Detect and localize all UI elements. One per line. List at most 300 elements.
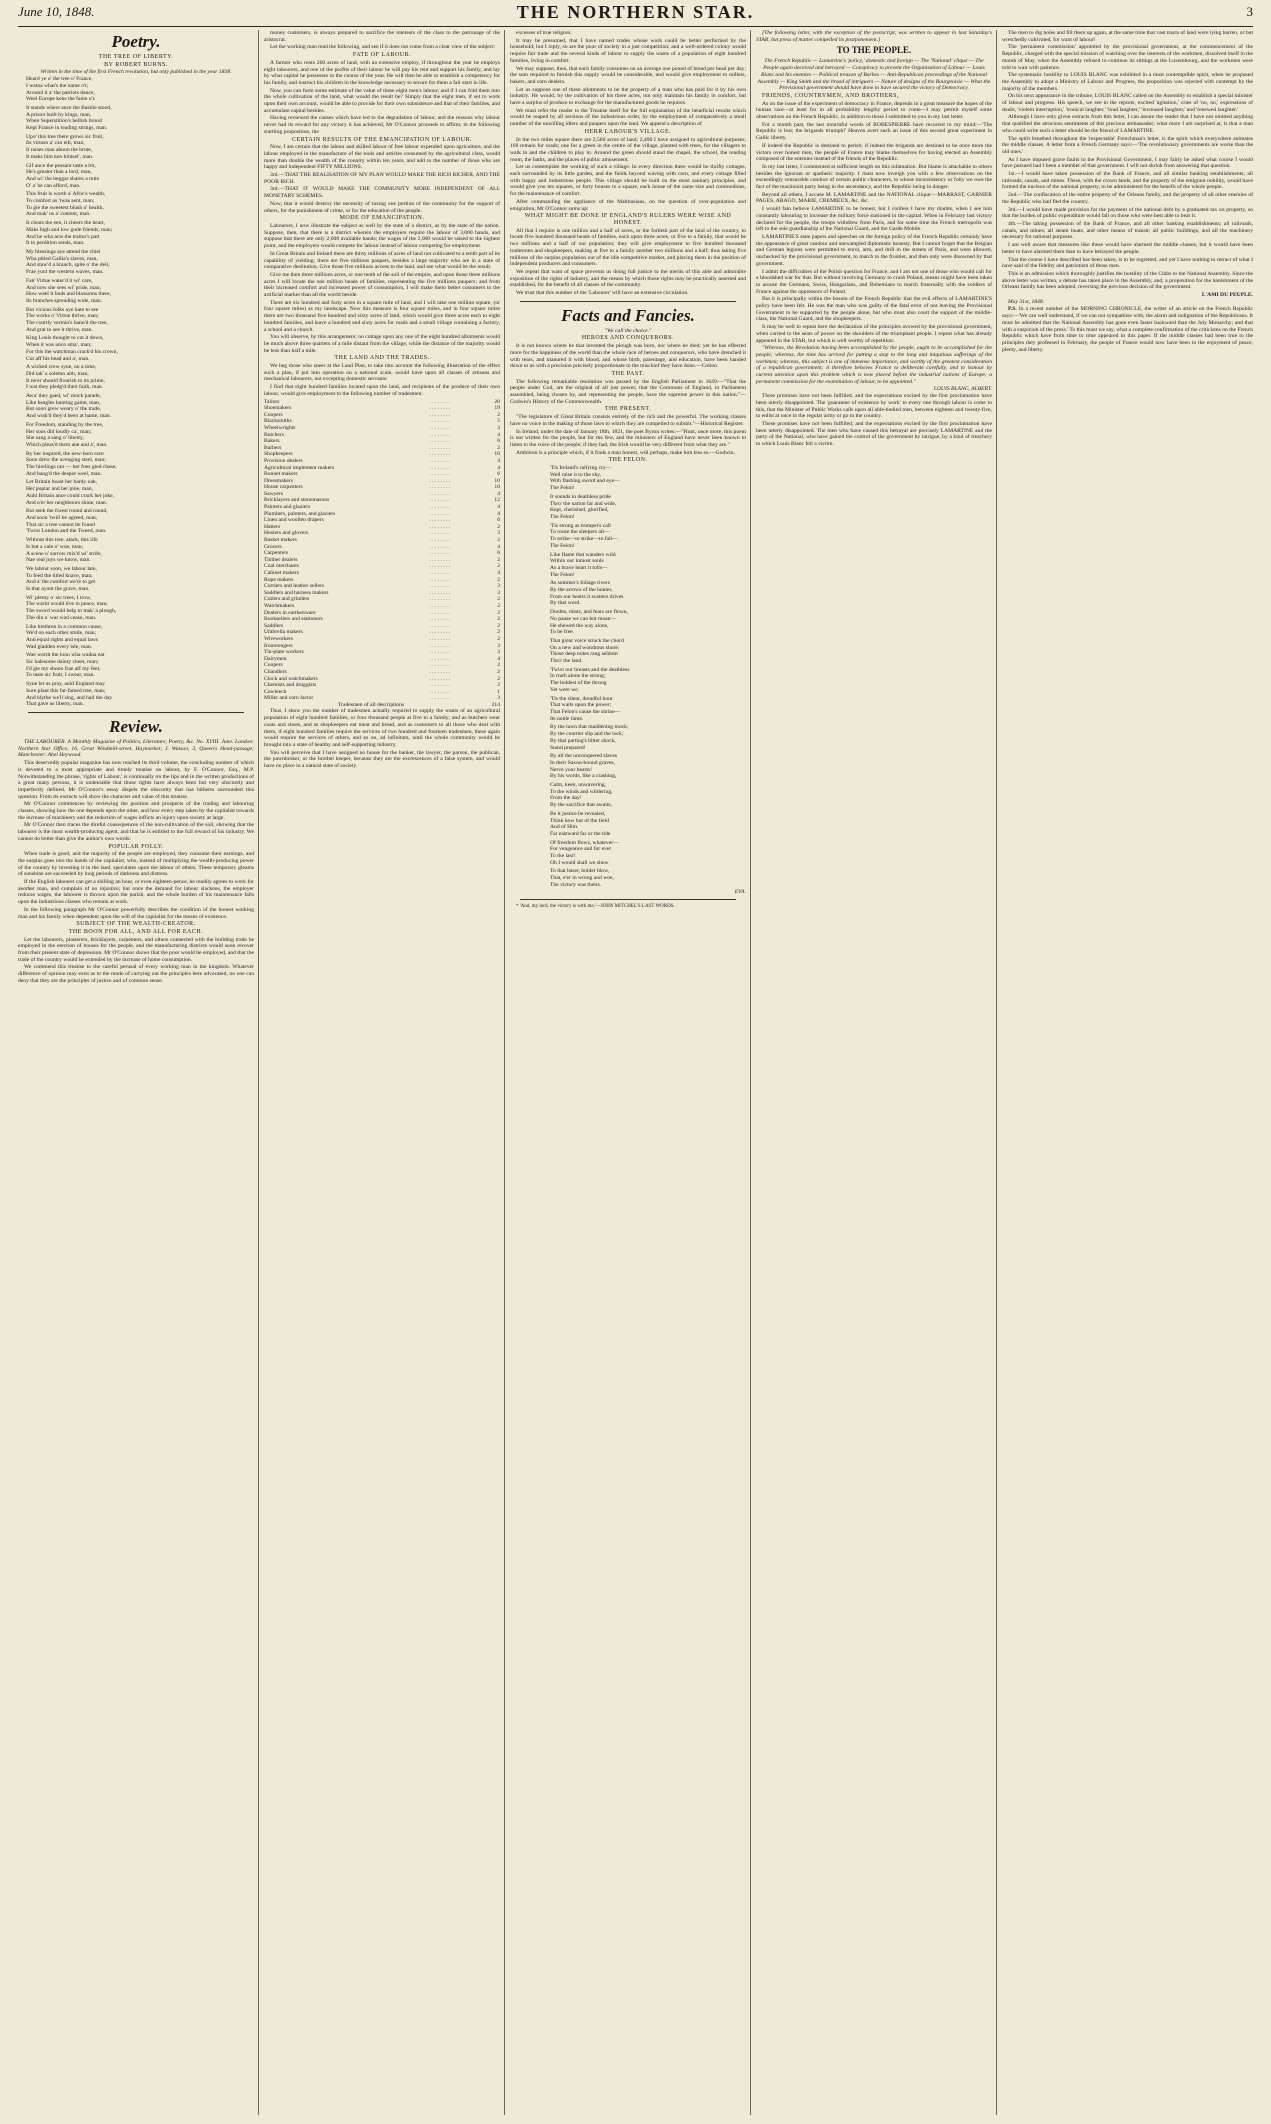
poem-line: It ne'er should flourish to its prime, [26,377,105,384]
poem-line: The boldest of the throng [550,680,607,687]
trade-name: Chemists and druggists [264,682,317,689]
postscript-text: In a recent number of the MORNING CHRONICLE, the writer of an article on the French Republic says:—'We can well understand, if we can not sympathise with, the alarm and indignation of the Republicans. It must be admitted that the National Assembly has gone even faster backward than the July Monarchy; and that with a suspicion of the press.' To this must we say, what a complete confirmation of the criticisms on the French Republic which have from time to time appeared in this paper. If the middle classes had been true to the principles they professed in February, the people of France would now have been in the enjoyment of peace, plenty, and liberty. [1002,306,1253,353]
trade-count: 4 [497,655,500,662]
leader-dots: . . . . . . . . [429,668,451,675]
trade-count: 2 [497,411,500,418]
paragraph: The systematic hostility to LOUIS BLANC was exhibited in a most contemptible spirit, when he proposed the Assembly to adopt a Ministry of Labour and Progress, the proposition was rejected with contempt by the majority of the members. [1002,72,1253,92]
trade-count: 10 [494,477,500,484]
paragraph: But it is principally within the bosom of the French Republic that the evil effects of LAMARTINE'S policy have been felt. He was the man who was guilty of the fatal error of not leaving the Provisional Government to be supported by the people alone, but who must also court the support of the middle-class, the National Guard, and the shopkeepers. [756,296,992,323]
leader-dots: . . . . . . . . [429,537,451,544]
poem-line: Heard ye o' the tree o' France, [26,76,93,83]
poem-line: On a new and wondrous shore; [550,644,620,651]
poem-line: Doubts, mists, and fears are flown, [550,609,628,616]
masthead-rule [18,26,1253,27]
paragraph: It may be presumed, that I have named trades whose work could be better performed by the household; but I reply, so are the poor of society in a just competition; and a well-ordered colony would require fair trade and the several kinds of labour to supply the wants of a population of eight hundred families, living in comfort. [510,37,746,64]
poem-line: With flashing sword and eye— [550,478,620,485]
poem-line: For Freedom, standing by the tree, [26,421,104,428]
column-1 [18,30,254,2115]
leader-dots: . . . . . . . . [429,411,451,418]
poem-line: And he wha acts the traitor's part [26,233,100,240]
poem-line: To be free. [550,629,574,636]
trade-count: 2 [497,622,500,629]
leader-dots: . . . . . . . . [429,688,451,695]
poem-line: That waits upon the power; [550,702,612,709]
poem-line: By that word. [550,600,581,607]
poem-line: From the day! [550,795,582,802]
poem-line: The Felon! [550,571,575,578]
decree-text: "Whereas, the Revolution having been accomplished by the people, ought to be accomplished for the people; whereas, the time has arrived for putting a stop to the long and iniquitous sufferings of the workmen; whereas, this subject is one of immense importance, and worthy of the greatest consideration of a republican government; it therefore behoves France to deliberate carefully, and to honour by current attention upon this problem which is now placed before the industrial nations of Europe; a permanent commission for the examination of labour, to be appointed." [756,345,992,385]
poem-line: Wi' plenty o' sic trees, I trow, [26,594,92,601]
paragraph: Let the working man read the following, and see if it does not come from a clear view of the subject: [270,44,496,51]
poem-line: 'Twixt London and the Tweed, man. [26,528,107,535]
leader-dots: . . . . . . . . [429,477,451,484]
paragraph: As on the issue of the experiment of democracy in France, depends in a great measure the hopes of the human race—at least for in all probability lengthy period to come—I may permit myself some observations on the French Republic, in addition to those I submitted to you in my last letter. [756,100,992,121]
trade-count: 2 [497,675,500,682]
poem-line: That great voice struck the chord [550,637,624,644]
review-title: THE LABOURER. A Monthly Magazine of Politics, Literature, Poetry, &c. No. XVIII. June. London: Northern Star Office, 16, Great Windmill-street, Haymarket; J. Watson, 3, Queen's Head-passage; Manchester: Abel Heywood. [18,738,254,759]
poem-line: It to perdition sends, man. [26,240,85,247]
paragraph: As I have imputed grave faults to the Provisional Government, I may fairly be asked what course I would have pursued had I been a member of that government. I will not shrink from answering that question. [1002,156,1253,170]
trades-table [264,399,500,702]
poem-line: Her sons did loudly ca', man; [26,428,92,435]
poem-line: Thro' the nation far and wide, [550,500,617,507]
poem-line: When Superstition's hellish brood [26,118,102,125]
poem-line: A prison built by kings, man, [26,111,92,118]
leader-dots: . . . . . . . . [429,563,451,570]
trade-name: Bonnet makers [264,471,298,478]
poem-line: Did tak' a solemn aith, man, [26,370,89,377]
column-3 [510,30,746,2115]
paragraph: After commanding the appliance of the Malthusians, on the question of over-population and emigration, Mr O'Connor sums up: [510,198,746,212]
poem-line: Nae real joys we know, man. [26,557,91,564]
leader-dots: . . . . . . . . [429,570,451,576]
trade-count: 3 [497,589,500,596]
trades-total-label: Tradesmen of all descriptions [337,701,405,708]
trade-count: 3 [497,583,500,590]
trade-count: 20 [494,398,500,405]
trade-name: Butchers [264,431,284,438]
paragraph: We must refer the reader to the Treatise itself for the full explanation of the beneficial results which would be reaped by all sections of the industrious order, by the employment of comparatively a small number of the unwilling idlers and paupers upon the land. We append a description of [510,107,746,128]
paragraph: Labourers, I now illustrate the subject as well by the state of a district, as by the state of the nation. Suppose, then, that there is a district wherein the employers require the labour of 3,000 hands, and suppose that there are only 2,000 available hands; the wages of the 2,000 would be raised to the highest point, and the employers would compete for labour instead of labour competing for employment. [264,222,500,250]
trade-name: Cabinet makers [264,570,299,576]
leader-dots: . . . . . . . . [429,616,451,623]
leader-dots: . . . . . . . . [429,596,451,603]
paragraph: 3rd.—I would have made provision for the payment of the national debt by a graduated tax on property, so that the burden of public expenditure would fall on those who were best able to bear it. [1002,206,1253,220]
trades-row [264,451,500,458]
poem-line: From our hearts it scatters drives [550,593,624,600]
poem-line: That sic a tree cannot be found [26,521,95,528]
trades-total-value: 214 [491,701,500,708]
leader-dots: . . . . . . . . [429,405,451,412]
poem-line: This fruit is worth a' Afric's wealth, [26,191,106,198]
paragraph: Now, that it would destroy the necessity of taxing one portion of the community for the support of others, for the punishment of crime, or for the education of the people. [264,200,500,214]
trades-row [264,563,500,570]
poem-line: Weel Europe kens the fame o't. [26,96,96,103]
poem-line: 'Tis the silent, dreadful hour [550,695,613,702]
paragraph: You will perceive that I have assigned no house for the banker, the lawyer, the parson, the publican, the pawnbroker, or the brothel keeper, because they are the excrescences of a false system, and would have no place in a natural state of society. [264,749,500,770]
poem-line: She sang a sang o' liberty, [26,435,84,442]
trade-name: Grocers [264,543,282,550]
leader-dots: . . . . . . . . [429,424,451,431]
poem-line: 'Tis strong as trumpet's call [550,522,611,529]
leader-dots: . . . . . . . . [429,510,451,517]
trade-name: Hatters [264,523,281,530]
paragraph: If the English labourer can get a shilling an hour, or even eighteen-pence, he readily agrees to work for another man, and complain of no injustice; but once the demand for labour slackens, the employer reduces wages, the labourer is thrown upon the parish, and the whole burden of his maintenance falls upon the industrious classes who remain at work. [18,879,254,906]
subheading-heroes: HEROES AND CONQUERORS. [581,335,675,342]
trade-name: Blacksmiths [264,418,292,425]
poem-line: Those deep notes rang seldom [550,651,618,658]
poem-line: Soon drew the avenging steel, man; [26,457,106,464]
paragraph: We commend this treatise to the careful perusal of every working man in the kingdom. Whatever difference of opinion may exist as to the mode of carrying out the principles here advocated, no one can deny that they are the principles of justice and of common sense. [18,964,254,984]
paragraph: 3rd.—THAT THE REALISATION OF MY PLAN WOULD MAKE THE RICH RICHER, AND THE POOR RICH. [264,172,500,185]
trade-name: House carpenters [264,484,303,491]
leader-dots: . . . . . . . . [429,635,451,642]
trades-row [264,656,500,663]
paragraph: Now, I am certain that the labour and skilled labour of free labour expended upon agriculture, and the labour employed in the manufacture of the tools and articles consumed by the agricultural class, would more than double the wealth of the country within ten years, and add to the number of those who are happy and independent FIFTY MILLIONS. [264,144,500,171]
trade-name: Dealers in earthenware [264,609,316,616]
poem-line: Wad gladden every isle, man. [26,643,93,650]
poem-felon-title: THE FELON. [608,457,648,464]
leader-dots: . . . . . . . . [429,451,451,458]
masthead [18,4,1253,24]
poem-line: Thro' the land. [550,658,583,665]
poem-line: But vicious folks aye hate to see [26,306,99,313]
paragraph: These promises have not been fulfilled, and the expectations excited by the first proclamation have been utterly disappointed. The men who have caused this betrayal are precisely LAMARTINE and the party of the National, who have gained the control of the government by intrigue, by a kind of treachery to which Louis Blanc fell a victim. [756,420,992,448]
trade-count: 3 [497,424,500,431]
leader-dots: . . . . . . . . [429,438,451,445]
poem-line: I'd gie my shoon frae aff my feet, [26,665,101,672]
poem-line: The din o' war wad cease, man. [26,614,97,621]
trade-name: Shoemakers [264,405,292,412]
leader-dots: . . . . . . . . [429,609,451,616]
paragraph: The spirit breathed throughout the 'respectable' Frenchman's letter, is the spirit which everywhere animates the middle classes. A letter from a French Germany says:—'The revolutionary governments are worse than the old ones.' [1002,135,1253,155]
subheading-present: THE PRESENT. [604,406,652,413]
review-paragraph: Mr O'Connor then traces the direful consequences of the non-cultivation of the soil, showing that the labourer is the most wealth-producing agent, and that he is entitled to the full reward of his industry. We cannot do better than give the author's own words: [18,822,254,842]
poem-line: It sounds in deathless pride [550,493,611,500]
trades-row [264,458,500,465]
paragraph: You will observe, by this arrangement, no cottage upon any one of the eight hundred allotments would be much above three quarters of a mile distant from the village, while the distance of the majority would be less than half a mile. [264,334,500,354]
footnote: * 'And, my lord, the victory is with me,'—JOHN MITCHEL'S LAST WORDS. [516,904,675,910]
leader-dots: . . . . . . . . [429,576,451,583]
letter-subtitle: The French Republic — Lamartine's 'policy,' domestic and foreign — The 'National' clique — The People again deceived and betrayed — Conspiracy to prevent the Organisation of Labour — Louis Blanc and his enemies — Political treason of Barbes — Anti-Republican proceedings of the National Assembly — King Smith and the brood of intriguers — Nature of designs of the Bourgeoisie — What the Provisional government should have done to have secured the victory of Democracy. [757,58,991,92]
subheading-mode-of-emancipation: MODE OF EMANCIPATION. [339,215,425,222]
leader-dots: . . . . . . . . [429,602,451,609]
leader-dots: . . . . . . . . [429,695,451,702]
leader-dots: . . . . . . . . [429,530,451,537]
trade-name: Bricklayers and stonemasons [264,497,330,504]
poem-line: The warld would live in peace, man; [26,601,108,608]
poem-line: By all the unconquered slaves [550,753,618,760]
trade-name: Booksellers and stationers [264,616,323,623]
trade-count: 6 [497,471,500,478]
poem-line: My blessings aye attend the chiel [26,248,101,255]
poem-line: To gie the sweetest blush o' health, [26,204,104,211]
poem-line: The Felon! [550,514,575,520]
poem-line: Gif ance the peasant taste a bit, [26,162,96,169]
paragraph: 4th.—The taking possession of the Bank of France, and all other banking establishments; all railroads, canals, and mines; all steam boats, and other means of transit; all public buildings, and all the machinery necessary for national purposes. [1002,220,1253,241]
trade-name: Chandlers [264,668,287,675]
column-3-paragraphs-b [510,228,746,297]
paragraph: Three promises have not been fulfilled, and the expectations excited by the first proclamation have been utterly disappointed. The 'guarantee of existence by work' to every one through labour is come to this, that the Minister of Public Works calls upon all able-bodied men, between eighteen and twenty-five, to enlist at once in the regular army or go to the country. [756,393,992,420]
poem-line: Of freedom flows, whatever— [550,839,619,846]
paragraph: It is not known where he that invented the plough was born, nor where he died; yet he has effected more for the happiness of the world than the whole race of heroes and conquerors, who have drenched it with tears, and manured it with blood, and whose birth, parentage, and education, have been handed down to us with a precision precisely proportionate to the mischief they have done.—Colton. [510,343,746,370]
poem-line: Yet were we. [550,686,580,693]
poem-line: King Louis thought to cut it down, [26,335,104,342]
trade-count: 4 [497,490,500,497]
trades-row [264,603,500,610]
trades-row [264,623,500,630]
paragraph: Having reviewed the causes which have led to the degradation of labour, and the reasons why labour never had its reward for any victory it has achieved, Mr O'Connor proceeds to affirm, in the following startling proposition, the [264,115,500,135]
trades-row [264,550,500,557]
poem-line: And a' the comfort we're to get [26,579,96,586]
paragraph: In my last letter, I commented at sufficient length on this infatuation. But blame is attachable to others besides the ignorant or apathetic majority. I must now inveigh you with a few observations on the exceedingly censurable conduct of certain public characters, to whose inconsistency or folly we owe the fact of the reactionist party being in the ascendancy, and the Republic being in danger. [756,163,992,191]
poem-line: We'd on each other smile, man; [26,630,97,637]
trade-count: 4 [497,464,500,471]
poem-line: And wish'd they'd been at hame, man. [26,413,111,420]
leader-dots: . . . . . . . . [429,642,451,649]
trade-name: Basket makers [264,537,297,544]
trades-row [264,504,500,511]
trade-name: Watchmakers [264,602,295,609]
trades-row [264,583,500,590]
poem-line: And of Him. [550,824,579,831]
trades-row [264,544,500,551]
leader-dots: . . . . . . . . [429,484,451,491]
poem-line: 'Twixt our breasts and the deathless [550,666,630,673]
trades-row [264,537,500,544]
poem-line: It raises man aboon the brute, [26,147,93,154]
paragraph: On his next appearance in the tribune, LOUIS BLANC called on the Assembly to establish a special minister of labour and progress. His speech, we see in the reports, excited 'agitation,' cries of 'no, no,' expressions of doubt, 'violent interruption,' 'ironical laughter,' 'loud laughter,' 'increased laughter,' and 'renewed laughter.' [1002,93,1253,113]
poem-line: I wat they pledg'd their faith, man. [26,384,104,391]
trades-row [264,570,500,577]
postscript-label: P.S. [1008,306,1017,313]
subheading-rulers: WHAT MIGHT BE DONE IF ENGLAND'S RULERS WERE WISE AND HONEST. [524,213,732,226]
leader-dots: . . . . . . . . [429,543,451,550]
leader-dots: . . . . . . . . [429,662,451,669]
poem-line: Think how but of the field [550,817,609,824]
poem-line: And grat to see it thrive, man. [26,326,93,333]
leader-dots: . . . . . . . . [429,589,451,596]
divider [520,301,736,302]
trade-name: Dairymen [264,655,287,662]
poem-line: We labour soon, we labour late, [26,565,97,572]
paragraph: Let the labourers, plasterers, bricklayers, carpenters, and others connected with the building trade be employed in the erection of houses for the people, and the manufacturing districts would soon recover from their present state of depression. Mr O'Connor shows that the poor would be employed, and that the trade of the country would be extended by the increase of home consumption. [18,936,254,963]
column-separator [258,30,259,2115]
column-2-intro [264,30,500,51]
paragraph: There are six hundred and forty acres in a square mile of land, and I will take one million square, (or four square miles) as my landscape. Now this measure is four square miles, and in four square miles there are two thousand five hundred and sixty acres of land, which would give three acres each to eight hundred families, and leave a hundred and sixty acres for roads and a small village containing a factory, a school and a church. [264,299,500,333]
trades-row [264,636,500,643]
poem-line: And now she sees wi' pride, man, [26,284,101,291]
leader-dots: . . . . . . . . [429,655,451,662]
trade-count: 2 [497,596,500,603]
trade-count: 6 [497,438,500,445]
poem-line: To the winds and wildering, [550,788,613,795]
trade-count: 2 [497,556,500,563]
poem-line: To comfort us 'twas sent, man; [26,198,95,205]
leader-dots: . . . . . . . . [429,629,451,636]
subheading-village: HERR LABOUR'S VILLAGE. [584,128,672,135]
trade-name: Tin-plate workers [264,649,304,656]
poem-line: By her inspired, the new-born race [26,450,104,457]
poem-line: By the courtier slip and the lock; [550,731,624,738]
decree-signature: LOUIS BLANC, ALBERT. [933,386,992,393]
divider [28,712,244,713]
poem-line: That, e'er in wrong and woe, [550,875,614,882]
paragraph: I am well aware that measures like these would have alarmed the middle classes; but it would have been better to have alarmed them than to have betrayed the people. [1002,242,1253,255]
column-5 [1002,30,1253,2115]
paragraph: It may be well to repeat here the declaration of the principles avowed by the provisional government, when carried to the seats of power on the shoulders of the triumphant people. I repeat what has already appeared in the STAR, but which is well worthy of repetition: [756,324,992,344]
trade-name: Cutlers and grinders [264,596,310,603]
poem-line: And equal rights and equal laws [26,636,98,643]
trades-row [264,478,500,485]
trade-name: Timber dealers [264,556,298,563]
trades-row [264,590,500,597]
trade-count: 6 [497,550,500,557]
trade-name: Hosiers and glovers [264,530,309,537]
paragraph: I find that eight hundred families located upon the land, and recipients of the produce of their own labour, would give employment to the following number of tradesmen: [264,384,500,397]
trade-count: 3 [497,642,500,649]
trade-count: 4 [497,510,500,517]
subheading-past: THE PAST. [611,370,645,377]
trade-name: Clock and watchmakers [264,675,318,682]
trades-row [264,682,500,689]
leader-dots: . . . . . . . . [429,418,451,425]
poem-line: Like brethren in a common cause, [26,623,103,630]
paragraph: Let us contemplate the working of such a village. In every direction there would be thrifty cottages, each surrounded by its little garden, and the fields beyond waving with corn, and every cottage filled with happy and industrious people. This village should be built on the most sanitary principles, and would give you ten squares, or forty houses to a square, each house of the same size and commodious, for the maintenance of comfort. [510,164,746,198]
trade-name: Umbrella makers [264,629,303,636]
poem-line: To feed the titled knave, man; [26,572,93,579]
paragraph: Beyond all others, I accuse M. LAMARTINE and the NATIONAL clique:—MARRAST, GARNIER PAGES, ARAGO, MARIE, CREMIEUX, &c. &c. [756,191,992,205]
facts-and-fancies-heading: Facts and Fancies. [561,305,695,325]
poem-line: Like beagles hunting game, man, [26,399,101,406]
letter-salute: FRIENDS, COUNTRYMEN, AND BROTHERS, [762,92,900,99]
trades-row [264,643,500,650]
trades-row [264,465,500,472]
column-separator [750,30,751,2115]
poem-line: O' a' he can afford, man. [26,182,81,189]
paragraph: Let us suppose one of these allotments to be the property of a man who has paid for it by his own industry. He would, by the cultivation of his three acres, not only maintain his family in comfort, but have a surplus of produce to exchange for the manufactured goods he requires. [510,86,746,107]
paragraph: This is an admission which thoroughly justifies the hostility of the Clubs to the National Assembly. Since the above letter was written, a debate has taken place in the Assembly, and, a proposition for the banishment of the Orleans family has been adopted, reversing the previous decision of the government. [1002,270,1253,291]
leader-dots: . . . . . . . . [429,622,451,629]
poem-line: Without this tree, alack, this life [26,537,98,544]
letter-paragraphs [756,101,992,345]
trade-name: Agricultural implement makers [264,464,335,471]
review-paragraphs-2 [18,851,254,920]
subheading-land-and-trades: THE LAND AND THE TRADES. [334,355,430,362]
trade-count: 4 [497,504,500,511]
poem-line: Fair Virtue water'd it wi' care, [26,277,93,284]
poem-line: To strike—to strike—to fall— [550,536,618,543]
trades-row [264,491,500,498]
poem-line: I watna what's the name o't; [26,82,89,89]
poem-line: Well raise it to the sky, [550,471,602,478]
poem-line: By the arrows of the hunter, [550,587,613,594]
trade-name: Saddlers [264,622,284,629]
column-3-paragraphs-e [510,414,746,456]
trade-name: Wheelwrights [264,424,296,431]
paragraph: We beg those who sneer at the Land Plan, to take into account the following illustration of the effect such a plan, if put into operation on a national scale, would have upon all classes of artisans and mechanical labourers, not excepting domestic servants: [264,363,500,383]
trades-row [264,405,500,412]
column-3-paragraphs-d [510,379,746,406]
poem-line: And blythe we'll sing, and hail the day [26,694,113,701]
paragraph: When trade is good, and the majority of the people are employed, they consume their earnings, and the surplus goes into the hands of the capitalist, who, instead of multiplying the wealth-producing power of the country by investing it in the land, speculates upon the labour of others. These temporary gleams of sunshine are succeeded by long periods of darkness and distress. [18,851,254,878]
paragraph: In Great Britain and Ireland there are thirty millions of acres of land not cultivated to a tenth part of its capability of yielding; there are five millions paupers, besides a large majority who are in a state of comparative destitution. Give those five millions access to the land, and see what would be the result. [264,250,500,271]
poem-line: It stands where ance the Bastile stood, [26,104,112,111]
poem-line: Syne let us pray, auld England may [26,681,106,688]
poem-line: Is but a vale o' woe, man; [26,543,84,550]
poem-felon-signature: EVA. [734,888,746,895]
trade-count: 2 [497,629,500,636]
letter-paragraphs-2 [756,393,992,448]
poem-line: Is that ayont the grave, man. [26,586,90,593]
subheading-wealth-creator: SUBJECT OF THE WEALTH-CREATOR. [76,921,196,928]
letter-date: May 31st, 1848. [1008,298,1045,305]
trade-name: Wireworkers [264,635,293,642]
poem-line: Frae yont the western waves, man. [26,269,104,276]
trade-count: 10 [494,484,500,491]
trade-count: 2 [497,609,500,616]
column-2-paragraphs-b [264,144,500,214]
column-2-paragraphs-c [264,223,500,354]
poem-line: It clears the een, it cheers the heart, [26,220,106,227]
trade-name: Saddlers and harness makers [264,589,329,596]
trades-row [264,629,500,636]
poem-line: 'Tis Ireland's rallying cry— [550,465,612,472]
trades-row [264,676,500,683]
leader-dots: . . . . . . . . [429,444,451,451]
paragraph: I admit the difficulties of the Polish question for France; and I am not one of those who would call for a bloodshed war for that. But without involving Germany to crush Poland, means might have been taken to arouse the Germans, Swiss, Hungarians, and Bohemians to march fraternally with the soldiers of France against the oppressors of Poland. [756,268,992,295]
paragraph: The following remarkable resolution was passed by the English Parliament in 1649:—"That the people under God, are the original of all just power; that the Commons of England, in Parliament assembled, being chosen by, and representing the people, have the supreme power in this nation."—Godwin's History of the Commonwealth. [510,378,746,405]
poem-line: Which pleas'd them ane and a', man. [26,441,108,448]
trades-row [264,432,500,439]
subheading-fate-of-labour: FATE OF LABOUR. [352,52,412,59]
poem-line: By that parting's bitter shock, [550,737,616,744]
column-4 [756,30,992,2115]
poem-line: Let Britain boast her hardy oak, [26,479,98,486]
leader-dots: . . . . . . . . [429,457,451,464]
poem-line: Stand prepared! [550,744,586,751]
leader-dots: . . . . . . . . [429,523,451,530]
leader-dots: . . . . . . . . [429,556,451,563]
trade-count: 2 [497,537,500,544]
poem-line: And soon 'twill be agreed, man, [26,515,98,521]
poem-line: How weel it buds and blossoms there, [26,291,111,298]
trade-count: 4 [497,457,500,464]
poem-line: Auld Britain ance could crack her joke, [26,492,115,499]
poem-line: But seek the forest round and round, [26,508,108,515]
poem-line: By the lawn that maddening mock; [550,724,629,731]
subheading-boon: THE BOON FOR ALL, AND ALL FOR EACH. [68,928,204,935]
poem-line: Cut aff his head and a', man. [26,355,90,362]
leader-dots: . . . . . . . . [429,431,451,438]
poem-line: To that baser, bolder blow, [550,868,610,875]
poem-line: Nerve your hearts! [550,766,592,773]
trade-name: Sawyers [264,490,283,497]
trades-row [264,425,500,432]
issue-date: June 10, 1848. [18,4,95,19]
postscript [1002,306,1253,353]
poem-line: And bang'd the despot weel, man. [26,470,102,477]
trade-count: 4 [497,431,500,438]
trade-count: 3 [497,530,500,537]
poem-line: Wae worth the loon wha wadna eat [26,652,105,659]
poem-line: Calm, keen, unwavering, [550,782,607,789]
poem-note: Written in the time of the first French revolution, but only published in the year 1838. [40,69,232,76]
poem-line: And wi' the beggar shares a mite [26,175,100,182]
poem-line: And o'er her neighbours shine, man. [26,499,108,506]
poem-line: That gave us liberty, man. [26,701,85,708]
column-2 [264,30,500,2115]
